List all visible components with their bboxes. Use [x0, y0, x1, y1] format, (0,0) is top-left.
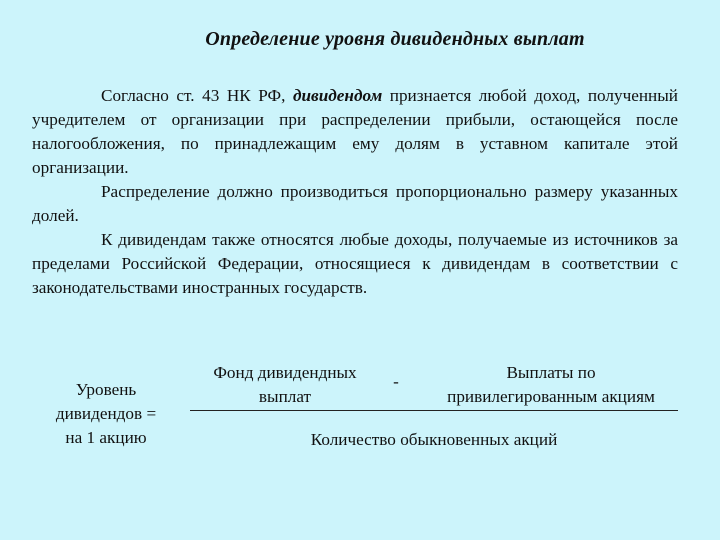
formula-denominator: Количество обыкновенных акций — [310, 430, 558, 449]
paragraph1-emphasis: дивидендом — [292, 86, 383, 105]
numerator-left-line-1: Фонд дивидендных — [213, 363, 357, 382]
paragraph1-text-after: признается любой доход, полученный учредителем от организации при распределении прибыли, остающейся после налогообложения, по принадлежащим ему долям в уставном капитале этой организации. — [32, 86, 678, 177]
formula-minus-operator: - — [393, 372, 399, 391]
fraction-divider — [190, 410, 678, 411]
slide-title: Определение уровня дивидендных выплат — [205, 28, 585, 50]
formula-numerator-right — [420, 361, 682, 409]
formula-lhs-line-1: Уровень — [75, 380, 137, 399]
formula-lhs-line-3: на 1 акцию — [65, 428, 147, 447]
formula-numerator-left — [190, 361, 380, 409]
paragraph-distribution: Распределение должно производиться пропорционально размеру указанных долей. — [32, 182, 678, 225]
paragraph-foreign-dividends: К дивидендам также относятся любые доходы, получаемые из источников за пределами Российской Федерации, относящиеся к дивидендам в соответствии с законодательствами иностранных государств. — [32, 230, 678, 297]
paragraph1-text-before: Согласно ст. 43 НК РФ, — [101, 86, 293, 105]
formula-lhs — [40, 378, 172, 450]
numerator-right-line-1: Выплаты по — [506, 363, 596, 382]
paragraph-dividend-definition — [32, 84, 678, 180]
numerator-right-line-2: привилегированным акциям — [447, 387, 655, 406]
numerator-left-line-2: выплат — [258, 387, 312, 406]
formula-lhs-line-2: дивидендов = — [55, 404, 157, 423]
